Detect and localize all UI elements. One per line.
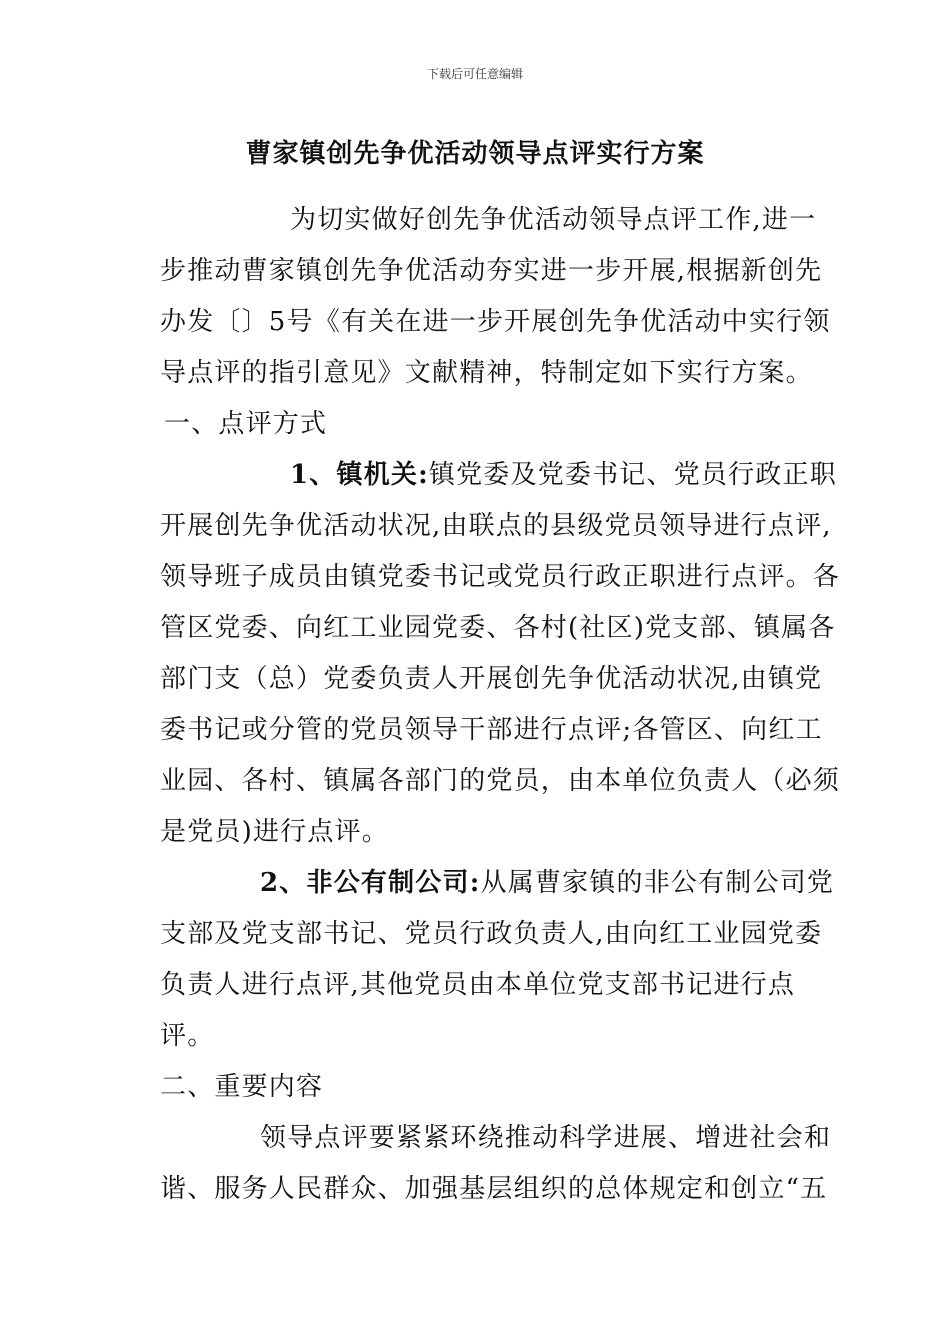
section-2-heading: 二、重要内容 bbox=[160, 1072, 324, 1102]
item-2-text: 从属曹家镇的非公有制公司党 bbox=[480, 868, 835, 898]
intro-line-1: 为切实做好创先争优活动领导点评工作,进一 bbox=[290, 205, 817, 235]
item-1-first-line bbox=[160, 450, 837, 501]
intro-line-4: 导点评的指引意见》文献精神，特制定如下实行方案。 bbox=[160, 358, 813, 388]
item-1-text: 镇党委及党委书记、党员行政正职 bbox=[428, 460, 837, 490]
item-1-line-6: 委书记或分管的党员领导干部进行点评;各管区、向红工 bbox=[160, 715, 823, 745]
item-1-line-3: 领导班子成员由镇党委书记或党员行政正职进行点评。各 bbox=[160, 562, 841, 592]
item-2-label: 2、非公有制公司: bbox=[260, 868, 481, 898]
intro-line-3: 办发〔〕5号《有关在进一步开展创先争优活动中实行领 bbox=[160, 307, 831, 337]
intro-line-2: 步推动曹家镇创先争优活动夯实进一步开展,根据新创先 bbox=[160, 256, 823, 286]
section-2-line-1: 领导点评要紧紧环绕推动科学进展、增进社会和 bbox=[260, 1123, 832, 1153]
document-body bbox=[160, 195, 841, 1215]
item-1-line-8: 是党员)进行点评。 bbox=[160, 817, 389, 847]
item-1-line-4: 管区党委、向红工业园党委、各村(社区)党支部、镇属各 bbox=[160, 613, 836, 643]
item-2-line-2: 支部及党支部书记、党员行政负责人,由向红工业园党委 bbox=[160, 919, 823, 949]
item-2-line-4: 评。 bbox=[160, 1021, 215, 1051]
item-1-line-2: 开展创先争优活动状况,由联点的县级党员领导进行点评, bbox=[160, 511, 832, 541]
item-1-line-5: 部门支（总）党委负责人开展创先争优活动状况,由镇党 bbox=[160, 664, 823, 694]
item-1-line-7: 业园、各村、镇属各部门的党员，由本单位负责人（必须 bbox=[160, 766, 841, 796]
document-title: 曹家镇创先争优活动领导点评实行方案 bbox=[245, 139, 705, 169]
item-2-line-3: 负责人进行点评,其他党员由本单位党支部书记进行点 bbox=[160, 970, 796, 1000]
section-1-heading: 一、点评方式 bbox=[164, 409, 328, 439]
item-2-first-line bbox=[160, 858, 835, 909]
item-1-label: 1、镇机关: bbox=[290, 460, 429, 490]
page-header: 下载后可任意编辑 bbox=[426, 67, 523, 81]
section-2-line-2: 谐、服务人民群众、加强基层组织的总体规定和创立“五 bbox=[160, 1174, 828, 1204]
